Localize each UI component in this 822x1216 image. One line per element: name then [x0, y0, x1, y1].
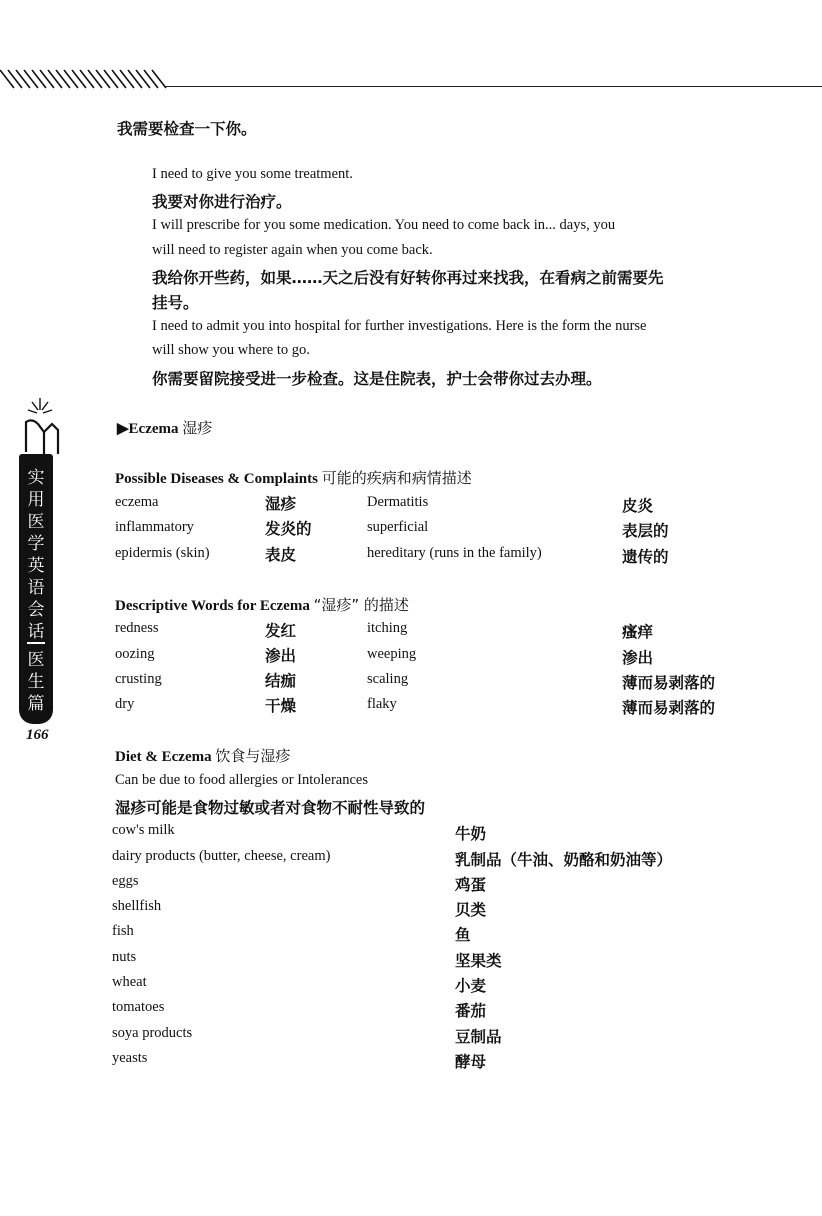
table-cell: 发炎的	[265, 520, 312, 538]
list-item: 豆制品	[455, 1028, 502, 1046]
list-item: nuts	[112, 949, 137, 965]
diet-intro-zh: 湿疹可能是食物过敏或者对食物不耐性导致的	[115, 799, 426, 817]
table-cell: dry	[115, 696, 135, 712]
table-cell: inflammatory	[115, 519, 194, 535]
descriptive-title-zh: “湿疹” 的描述	[313, 596, 409, 614]
diet-title-zh: 饮食与湿疹	[215, 747, 291, 765]
table-cell: 遗传的	[622, 548, 669, 566]
side-tab-char: 会	[27, 600, 45, 620]
page-number: 166	[26, 727, 49, 743]
phrase-en-line: will need to register again when you come back.	[152, 242, 433, 258]
book-icon	[18, 396, 62, 456]
descriptive-heading	[115, 594, 409, 615]
table-cell: 发红	[265, 622, 297, 640]
phrase-en-line: will show you where to go.	[152, 342, 310, 358]
list-item: 番茄	[455, 1002, 487, 1020]
table-cell: itching	[367, 620, 408, 636]
side-tab-char: 话	[27, 622, 45, 642]
list-item: 贝类	[455, 901, 487, 919]
side-tab-char: 用	[27, 490, 45, 510]
diet-title-en: Diet & Eczema	[115, 749, 212, 765]
diet-heading	[115, 745, 290, 766]
phrase-zh-line: 我要对你进行治疗。	[152, 193, 292, 211]
list-item: 乳制品（牛油、奶酪和奶油等）	[455, 851, 673, 869]
side-tab-char: 英	[27, 556, 45, 576]
list-item: yeasts	[112, 1050, 148, 1066]
phrase-en-line: I need to admit you into hospital for further investigations. Here is the form the nurse	[152, 318, 647, 334]
phrase-zh-line: 你需要留院接受进一步检查。这是住院表，护士会带你过去办理。	[152, 370, 602, 388]
table-cell: 薄而易剥落的	[622, 699, 716, 717]
list-item: cow's milk	[112, 822, 175, 838]
side-tab-char: 医	[27, 512, 45, 532]
side-tab-char: 篇	[27, 694, 45, 714]
header-hatch-decoration	[0, 68, 170, 90]
list-item: 鸡蛋	[455, 876, 487, 894]
phrase-en-line: I need to give you some treatment.	[152, 166, 353, 182]
phrase-en-line: I will prescribe for you some medication. You need to come back in... days, you	[152, 217, 616, 233]
side-tab-char: 语	[27, 578, 45, 598]
side-tab-char: 医	[27, 650, 45, 670]
side-chapter-tab	[19, 454, 53, 724]
list-item: soya products	[112, 1025, 193, 1041]
list-item: tomatoes	[112, 999, 165, 1015]
list-item: dairy products (butter, cheese, cream)	[112, 848, 331, 864]
table-cell: 结痂	[265, 672, 297, 690]
diseases-title-en: Possible Diseases & Complaints	[115, 471, 318, 487]
table-cell: flaky	[367, 696, 397, 712]
table-cell: 渗出	[622, 649, 654, 667]
table-cell: redness	[115, 620, 159, 636]
table-cell: scaling	[367, 671, 409, 687]
side-tab-divider	[27, 642, 45, 644]
table-cell: weeping	[367, 646, 417, 662]
table-cell: 湿疹	[265, 495, 297, 513]
table-cell: 表层的	[622, 522, 669, 540]
section-title-zh: 湿疹	[182, 419, 213, 437]
table-cell: crusting	[115, 671, 162, 687]
triangle-marker-icon: ▶	[117, 421, 129, 437]
table-cell: 表皮	[265, 546, 297, 564]
side-tab-char: 生	[27, 672, 45, 692]
section-title-en: Eczema	[128, 421, 179, 437]
table-cell: epidermis (skin)	[115, 545, 210, 561]
phrase-zh-line: 我给你开些药，如果……天之后没有好转你再过来找我，在看病之前需要先	[152, 269, 664, 287]
list-item: 牛奶	[455, 825, 487, 843]
table-cell: 瘙痒	[622, 623, 654, 641]
section-heading	[117, 417, 212, 438]
diseases-title-zh: 可能的疾病和病情描述	[321, 469, 472, 487]
phrase-zh-line: 挂号。	[152, 294, 199, 312]
list-item: 小麦	[455, 977, 487, 995]
list-item: fish	[112, 923, 134, 939]
table-cell: hereditary (runs in the family)	[367, 545, 542, 561]
table-cell: Dermatitis	[367, 494, 429, 510]
diseases-heading	[115, 467, 472, 488]
diet-intro-en: Can be due to food allergies or Intolerances	[115, 772, 368, 788]
list-item: 酵母	[455, 1053, 487, 1071]
header-rule	[165, 86, 822, 87]
table-cell: eczema	[115, 494, 159, 510]
opening-line: 我需要检查一下你。	[117, 120, 257, 138]
table-cell: 皮炎	[622, 497, 654, 515]
table-cell: oozing	[115, 646, 155, 662]
descriptive-title-en: Descriptive Words for Eczema	[115, 598, 310, 614]
list-item: wheat	[112, 974, 147, 990]
table-cell: 渗出	[265, 647, 297, 665]
side-tab-char: 实	[27, 468, 45, 488]
table-cell: superficial	[367, 519, 429, 535]
list-item: 坚果类	[455, 952, 502, 970]
table-cell: 薄而易剥落的	[622, 674, 716, 692]
list-item: eggs	[112, 873, 139, 889]
table-cell: 干燥	[265, 697, 297, 715]
list-item: 鱼	[455, 926, 471, 944]
side-tab-char: 学	[27, 534, 45, 554]
list-item: shellfish	[112, 898, 162, 914]
